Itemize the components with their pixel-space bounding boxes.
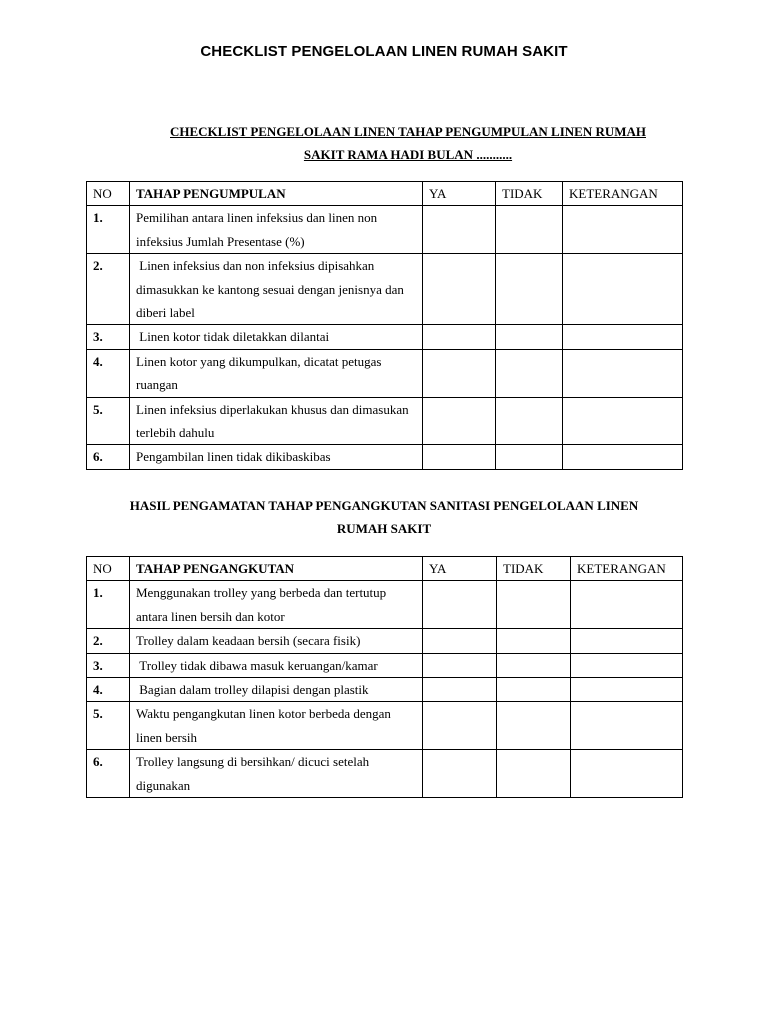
row-number: 2. [87,629,130,653]
header-ya: YA [423,182,496,206]
checklist-item-text: Pengambilan linen tidak dikibaskibas [130,445,423,469]
collection-checklist-table [86,181,683,470]
keterangan-cell[interactable] [563,349,683,397]
checklist-item-text: Waktu pengangkutan linen kotor berbeda dengan linen bersih [130,702,423,750]
table-row [87,653,683,677]
tidak-cell[interactable] [496,397,563,445]
transport-checklist-table [86,556,683,798]
header-keterangan: KETERANGAN [563,182,683,206]
section2-title [90,494,678,540]
table-body [87,581,683,798]
table-body [87,206,683,469]
keterangan-cell[interactable] [571,653,683,677]
header-no: NO [87,182,130,206]
row-number: 3. [87,653,130,677]
row-number: 5. [87,397,130,445]
keterangan-cell[interactable] [571,678,683,702]
ya-cell[interactable] [423,349,496,397]
table-row [87,206,683,254]
keterangan-cell[interactable] [563,254,683,325]
row-number: 6. [87,445,130,469]
tidak-cell[interactable] [496,445,563,469]
table-row [87,349,683,397]
ya-cell[interactable] [423,653,497,677]
keterangan-cell[interactable] [563,206,683,254]
tidak-cell[interactable] [497,629,571,653]
header-tidak: TIDAK [497,557,571,581]
tidak-cell[interactable] [497,653,571,677]
section2-title-line2: RUMAH SAKIT [336,521,432,536]
ya-cell[interactable] [423,702,497,750]
header-tahap: TAHAP PENGUMPULAN [130,182,423,206]
keterangan-cell[interactable] [563,325,683,349]
table-row [87,581,683,629]
ya-cell[interactable] [423,206,496,254]
checklist-item-text: Trolley langsung di bersihkan/ dicuci setelah digunakan [130,750,423,798]
keterangan-cell[interactable] [563,397,683,445]
checklist-item-text: Linen infeksius diperlakukan khusus dan dimasukan terlebih dahulu [130,397,423,445]
row-number: 6. [87,750,130,798]
row-number: 2. [87,254,130,325]
ya-cell[interactable] [423,397,496,445]
header-no: NO [87,557,130,581]
table-row [87,397,683,445]
checklist-item-text: Linen infeksius dan non infeksius dipisahkan dimasukkan ke kantong sesuai dengan jenisnya dan diberi label [130,254,423,325]
keterangan-cell[interactable] [571,629,683,653]
ya-cell[interactable] [423,629,497,653]
ya-cell[interactable] [423,581,497,629]
tidak-cell[interactable] [497,702,571,750]
tidak-cell[interactable] [496,349,563,397]
checklist-item-text: Trolley tidak dibawa masuk keruangan/kamar [130,653,423,677]
section1-title [130,120,686,166]
section1-title-line1: CHECKLIST PENGELOLAAN LINEN TAHAP PENGUMPULAN LINEN RUMAH [170,124,646,139]
table-row [87,678,683,702]
header-keterangan: KETERANGAN [571,557,683,581]
checklist-item-text: Trolley dalam keadaan bersih (secara fisik) [130,629,423,653]
ya-cell[interactable] [423,678,497,702]
table-row [87,629,683,653]
ya-cell[interactable] [423,445,496,469]
row-number: 4. [87,349,130,397]
section2-title-line1: HASIL PENGAMATAN TAHAP PENGANGKUTAN SANITASI PENGELOLAAN LINEN [129,498,639,513]
keterangan-cell[interactable] [571,581,683,629]
keterangan-cell[interactable] [571,702,683,750]
page-title: CHECKLIST PENGELOLAAN LINEN RUMAH SAKIT [200,43,568,60]
row-number: 3. [87,325,130,349]
table-row [87,702,683,750]
ya-cell[interactable] [423,750,497,798]
header-tahap: TAHAP PENGANGKUTAN [130,557,423,581]
tidak-cell[interactable] [496,254,563,325]
table-row [87,750,683,798]
checklist-item-text: Pemilihan antara linen infeksius dan linen non infeksius Jumlah Presentase (%) [130,206,423,254]
tidak-cell[interactable] [497,678,571,702]
section1-title-line2: SAKIT RAMA HADI BULAN ........... [303,147,513,162]
row-number: 1. [87,206,130,254]
row-number: 1. [87,581,130,629]
ya-cell[interactable] [423,254,496,325]
table-row [87,325,683,349]
header-tidak: TIDAK [496,182,563,206]
checklist-item-text: Linen kotor tidak diletakkan dilantai [130,325,423,349]
checklist-item-text: Bagian dalam trolley dilapisi dengan plastik [130,678,423,702]
row-number: 4. [87,678,130,702]
table-header-row [87,182,683,206]
tidak-cell[interactable] [496,325,563,349]
tidak-cell[interactable] [497,581,571,629]
tidak-cell[interactable] [496,206,563,254]
table-row [87,254,683,325]
header-ya: YA [423,557,497,581]
row-number: 5. [87,702,130,750]
table-header-row [87,557,683,581]
checklist-item-text: Linen kotor yang dikumpulkan, dicatat petugas ruangan [130,349,423,397]
tidak-cell[interactable] [497,750,571,798]
checklist-item-text: Menggunakan trolley yang berbeda dan tertutup antara linen bersih dan kotor [130,581,423,629]
ya-cell[interactable] [423,325,496,349]
table-row [87,445,683,469]
keterangan-cell[interactable] [571,750,683,798]
keterangan-cell[interactable] [563,445,683,469]
